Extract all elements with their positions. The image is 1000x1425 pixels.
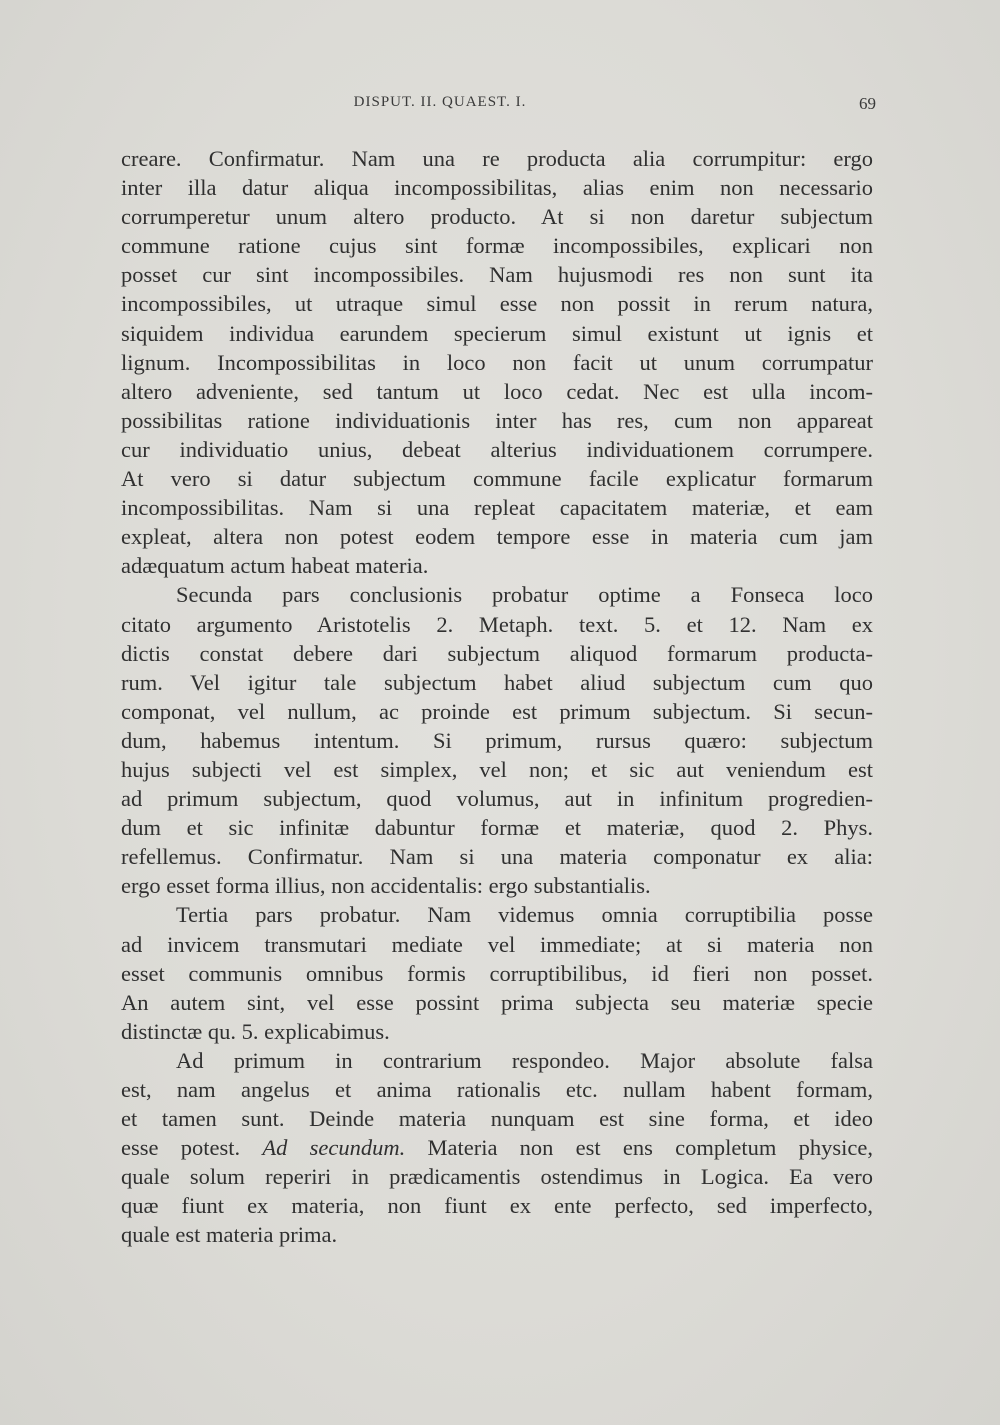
text-line: incompossibiles, ut utraque simul esse non possit in rerum natura, [121,291,873,317]
text-line: creare. Confirmatur. Nam una re producta alia corrumpitur: ergo [121,146,873,171]
paragraph-start-line: Secunda pars conclusionis probatur optime a Fonseca loco [176,582,873,608]
text-line: rum. Vel igitur tale subjectum habet aliud subjectum cum quo [121,669,873,695]
paragraph-start-line: Tertia pars probatur. Nam videmus omnia corruptibilia posse [176,902,873,928]
text-line: possibilitas ratione individuationis inter has res, cum non appareat [121,407,873,433]
page-number: 69 [859,94,876,113]
running-head [120,94,876,114]
text-line: An autem sint, vel esse possint prima subjecta seu materiæ specie [121,989,873,1015]
text-line: incompossibilitas. Nam si una repleat capacitatem materiæ, et eam [121,495,873,521]
paragraph-end-line: ergo esset forma illius, non accidentalis: ergo substantialis. [121,873,651,899]
paragraph-end-line: distinctæ qu. 5. explicabimus. [121,1018,390,1044]
text-line: quale solum reperiri in prædicamentis ostendimus in Logica. Ea vero [121,1164,873,1190]
text-line: siquidem individua earundem specierum simul existunt ut ignis et [121,320,873,346]
text-line: ad invicem transmutari mediate vel immediate; at si materia non [121,931,873,957]
text-line: hujus subjecti vel est simplex, vel non; et sic aut veniendum est [121,756,873,782]
text-line: corrumperetur unum altero producto. At si non daretur subjectum [121,204,873,230]
text-line: commune ratione cujus sint formæ incompossibiles, explicari non [121,233,873,259]
text-line: et tamen sunt. Deinde materia nunquam est sine forma, et ideo [121,1106,873,1132]
text-line: At vero si datur subjectum commune facile explicatur formarum [121,466,873,492]
text-line: quæ fiunt ex materia, non fiunt ex ente perfecto, sed imperfecto, [121,1193,873,1219]
text-line: posset cur sint incompossibiles. Nam hujusmodi res non sunt ita [121,262,873,288]
paragraph-end-line: quale est materia prima. [121,1222,338,1248]
text-line: est, nam angelus et anima rationalis etc. nullam habent formam, [121,1077,873,1102]
text-line: expleat, altera non potest eodem tempore esse in materia cum jam [121,524,873,550]
body-text [121,144,873,1250]
text-line: dum et sic infinitæ dabuntur formæ et materiæ, quod 2. Phys. [121,815,873,841]
paragraph-start-line: Ad primum in contrarium respondeo. Major absolute falsa [176,1047,873,1073]
text-line: componat, vel nullum, ac proinde est primum subjectum. Si secun- [121,698,873,724]
text-line: esset communis omnibus formis corruptibilibus, id fieri non posset. [121,960,873,986]
text-line-with-italic [121,1133,873,1162]
text-line: refellemus. Confirmatur. Nam si una materia componatur ex alia: [121,844,873,870]
text-line: altero adveniente, sed tantum ut loco cedat. Nec est ulla incom- [121,378,873,404]
paragraph-end-line: adæquatum actum habeat materia. [121,553,429,579]
text-segment: Materia non est ens completum physice, [405,1135,873,1161]
text-line: dum, habemus intentum. Si primum, rursus quæro: subjectum [121,727,873,753]
running-title: DISPUT. II. QUAEST. I. [353,94,527,110]
text-line: citato argumento Aristotelis 2. Metaph. text. 5. et 12. Nam ex [121,611,873,637]
text-line: cur individuatio unius, debeat alterius individuationem corrumpere. [121,436,873,462]
text-line: dictis constat debere dari subjectum aliquod formarum producta- [121,640,873,666]
text-line: inter illa datur aliqua incompossibilitas, alias enim non necessario [121,175,873,201]
text-segment: esse potest. [121,1135,263,1161]
italic-phrase-ad-secundum: Ad secundum. [262,1135,406,1161]
text-line: ad primum subjectum, quod volumus, aut in infinitum progredien- [121,786,873,812]
text-line: lignum. Incompossibilitas in loco non facit ut unum corrumpatur [121,349,873,375]
